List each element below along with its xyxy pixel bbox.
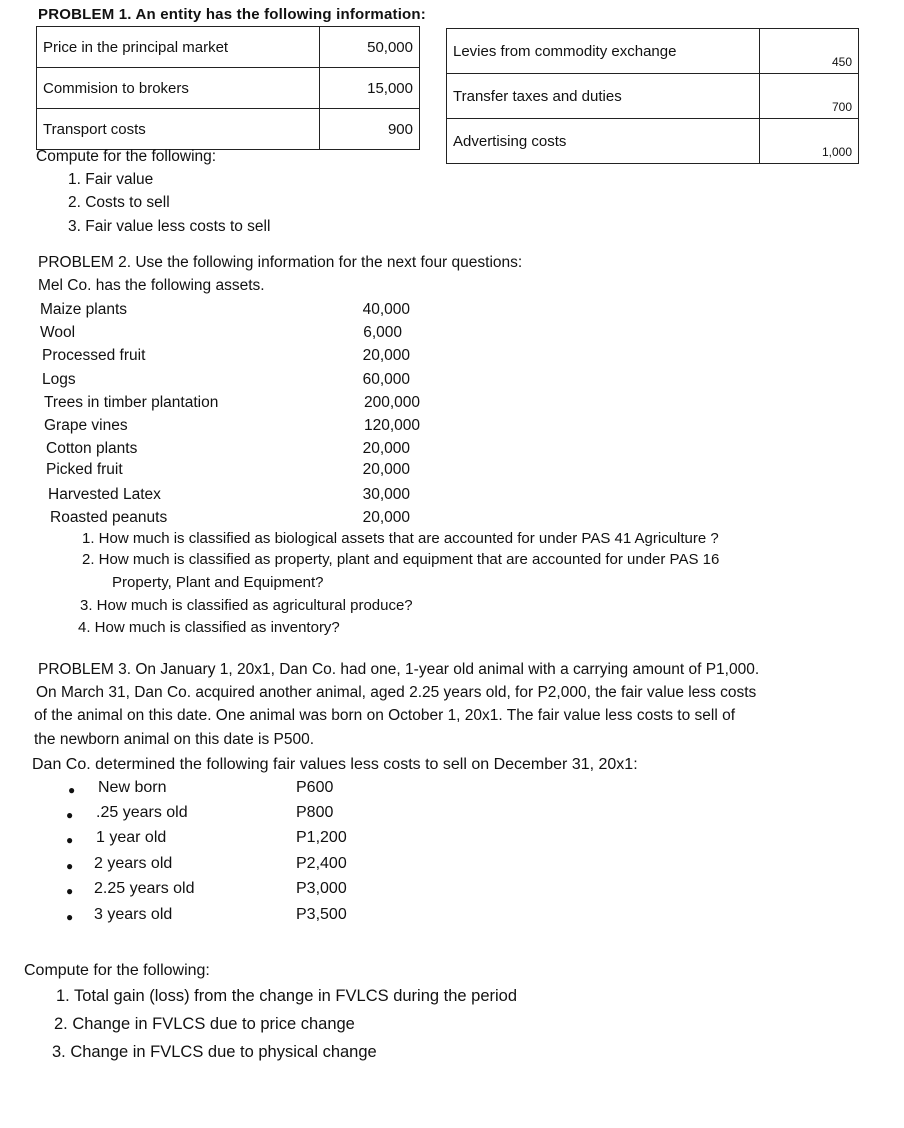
table-cell-label: Commision to brokers bbox=[37, 68, 320, 109]
asset-value: 20,000 bbox=[362, 347, 410, 364]
problem1-question: 1. Fair value bbox=[68, 171, 154, 188]
bullet-icon: ● bbox=[68, 783, 76, 797]
bullet-icon: ● bbox=[66, 884, 74, 898]
problem2-heading: PROBLEM 2. Use the following information for the next four questions: bbox=[38, 254, 523, 271]
table-row bbox=[447, 74, 859, 119]
problem2-subheading: Mel Co. has the following assets. bbox=[38, 277, 265, 294]
problem3-question: 3. Change in FVLCS due to physical change bbox=[52, 1043, 377, 1061]
asset-value: 20,000 bbox=[362, 440, 410, 457]
asset-value: 30,000 bbox=[362, 486, 410, 503]
problem1-left-table bbox=[36, 26, 420, 150]
asset-name: Cotton plants bbox=[46, 440, 138, 457]
asset-name: Wool bbox=[40, 324, 76, 341]
asset-name: Picked fruit bbox=[46, 461, 123, 478]
problem1-title: PROBLEM 1. An entity has the following information: bbox=[38, 6, 426, 23]
asset-name: Roasted peanuts bbox=[50, 509, 168, 526]
table-cell-label: Transfer taxes and duties bbox=[447, 74, 760, 119]
problem2-question-continued: Property, Plant and Equipment? bbox=[112, 574, 324, 591]
problem3-question: 2. Change in FVLCS due to price change bbox=[54, 1015, 355, 1033]
problem1-right-table bbox=[446, 28, 859, 164]
problem3-determined-text: Dan Co. determined the following fair values less costs to sell on December 31, 20x1: bbox=[32, 756, 638, 773]
table-row bbox=[447, 119, 859, 164]
problem3-paragraph-line: of the animal on this date. One animal was born on October 1, 20x1. The fair value less costs to sell of bbox=[34, 707, 736, 724]
problem2-question: 2. How much is classified as property, plant and equipment that are accounted for under PAS 16 bbox=[82, 551, 720, 568]
table-row bbox=[37, 109, 420, 150]
animal-age: New born bbox=[98, 779, 167, 796]
asset-value: 60,000 bbox=[362, 371, 410, 388]
animal-age: 2.25 years old bbox=[94, 880, 195, 897]
asset-value: 200,000 bbox=[363, 394, 420, 411]
table-cell-value: 15,000 bbox=[320, 68, 420, 109]
bullet-icon: ● bbox=[66, 808, 74, 822]
table-cell-value: 450 bbox=[760, 29, 859, 74]
animal-value: P800 bbox=[296, 804, 334, 821]
table-row bbox=[37, 27, 420, 68]
bullet-icon: ● bbox=[66, 910, 74, 924]
table-cell-value: 1,000 bbox=[760, 119, 859, 164]
problem1-question: 2. Costs to sell bbox=[68, 194, 170, 211]
animal-value: P2,400 bbox=[296, 855, 347, 872]
problem3-paragraph-line: PROBLEM 3. On January 1, 20x1, Dan Co. had one, 1-year old animal with a carrying amount of P1,000. bbox=[38, 661, 760, 678]
table-row bbox=[37, 68, 420, 109]
animal-age: 1 year old bbox=[96, 829, 167, 846]
table-cell-value: 700 bbox=[760, 74, 859, 119]
asset-name: Harvested Latex bbox=[48, 486, 161, 503]
problem3-compute-heading: Compute for the following: bbox=[24, 962, 210, 979]
table-cell-label: Levies from commodity exchange bbox=[447, 29, 760, 74]
asset-name: Trees in timber plantation bbox=[44, 394, 219, 411]
table-row bbox=[447, 29, 859, 74]
asset-value: 20,000 bbox=[362, 461, 410, 478]
table-cell-label: Advertising costs bbox=[447, 119, 760, 164]
animal-value: P600 bbox=[296, 779, 334, 796]
asset-name: Logs bbox=[42, 371, 76, 388]
asset-name: Grape vines bbox=[44, 417, 128, 434]
bullet-icon: ● bbox=[66, 859, 74, 873]
table-cell-label: Transport costs bbox=[37, 109, 320, 150]
animal-age: .25 years old bbox=[96, 804, 188, 821]
bullet-icon: ● bbox=[66, 833, 74, 847]
table-cell-label: Price in the principal market bbox=[37, 27, 320, 68]
asset-value: 120,000 bbox=[363, 417, 420, 434]
animal-age: 3 years old bbox=[94, 906, 173, 923]
problem1-question: 3. Fair value less costs to sell bbox=[68, 218, 271, 235]
problem3-question: 1. Total gain (loss) from the change in FVLCS during the period bbox=[56, 987, 518, 1005]
table-cell-value: 50,000 bbox=[320, 27, 420, 68]
animal-value: P1,200 bbox=[296, 829, 347, 846]
asset-value: 20,000 bbox=[362, 509, 410, 526]
problem3-paragraph-line: the newborn animal on this date is P500. bbox=[34, 731, 315, 748]
animal-value: P3,500 bbox=[296, 906, 347, 923]
table-cell-value: 900 bbox=[320, 109, 420, 150]
animal-value: P3,000 bbox=[296, 880, 347, 897]
asset-name: Processed fruit bbox=[42, 347, 146, 364]
asset-value: 40,000 bbox=[362, 301, 410, 318]
problem2-question: 3. How much is classified as agricultural produce? bbox=[80, 597, 413, 614]
problem3-paragraph-line: On March 31, Dan Co. acquired another animal, aged 2.25 years old, for P2,000, the fair value less costs bbox=[36, 684, 757, 701]
animal-age: 2 years old bbox=[94, 855, 173, 872]
problem1-compute-heading: Compute for the following: bbox=[36, 148, 217, 165]
asset-value: 6,000 bbox=[363, 324, 402, 341]
problem2-question: 1. How much is classified as biological assets that are accounted for under PAS 41 Agriculture ? bbox=[82, 530, 719, 547]
asset-name: Maize plants bbox=[40, 301, 128, 318]
problem2-question: 4. How much is classified as inventory? bbox=[78, 619, 340, 636]
